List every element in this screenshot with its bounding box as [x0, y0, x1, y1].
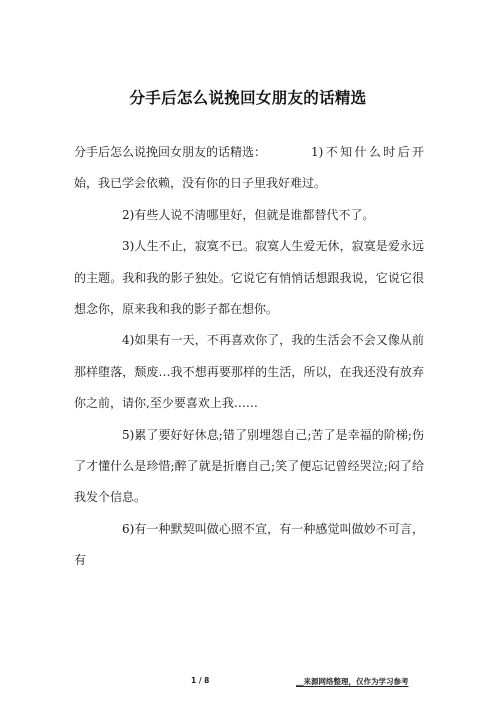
paragraph-3: 3)人生不止，寂寞不已。寂寞人生爱无休，寂寞是爱永远的主题。我和我的影子独处。它说它有悄悄话想跟我说，它说它很想念你，原来我和我的影子都在想你。: [74, 239, 424, 317]
paragraph-4: 4)如果有一天，不再喜欢你了，我的生活会不会又像从前那样堕落，颓废…我不想再要那样的生活，所以，在我还没有放弃你之前，请你,至少要喜欢上我……: [74, 333, 424, 411]
paragraph-2: 2)有些人说不清哪里好，但就是谁都替代不了。: [122, 207, 375, 222]
footer-note: __来源网络整理，仅作为学习参考: [296, 677, 409, 686]
document-body: [74, 137, 424, 577]
intro-text: 1)不知什么时后开始，我已学会依赖，没有你的日子里我好难过。: [74, 145, 424, 191]
paragraph-6: 6)有一种默契叫做心照不宣，有一种感觉叫做妙不可言，有: [74, 521, 424, 568]
intro-label: 分手后怎么说挽回女朋友的话精选：: [74, 145, 267, 159]
paragraph-5: 5)累了要好好休息;错了别埋怨自己;苦了是幸福的阶梯;伤了才懂什么是珍惜;醉了就是折磨自己;笑了便忘记曾经哭泣;闷了给我发个信息。: [74, 427, 424, 505]
page-number: 1 / 8: [191, 676, 210, 685]
intro-paragraph: [74, 137, 424, 200]
document-title: 分手后怎么说挽回女朋友的话精选: [129, 89, 367, 107]
